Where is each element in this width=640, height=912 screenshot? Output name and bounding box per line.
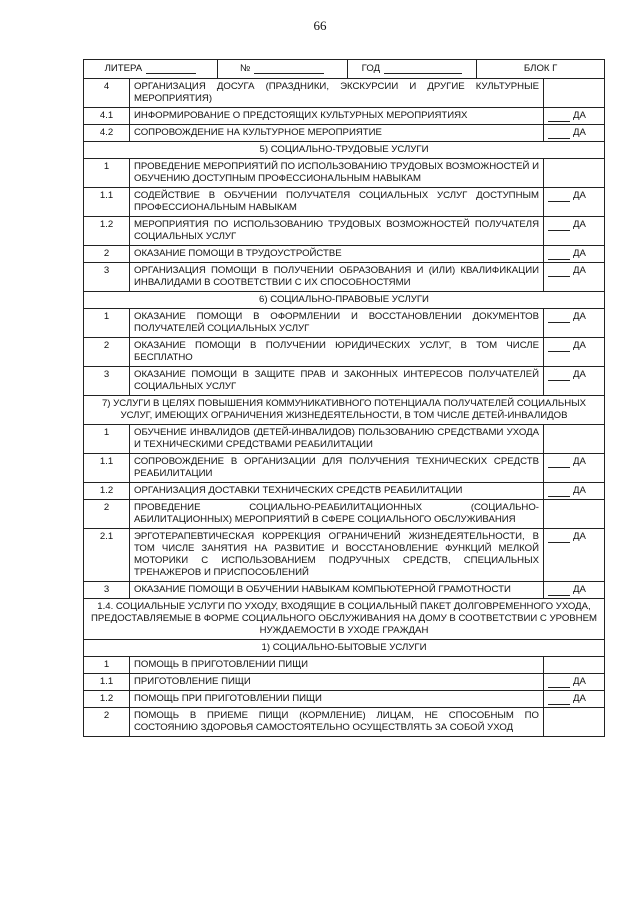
answer-blank[interactable]	[548, 457, 570, 468]
answer-blank[interactable]	[548, 694, 570, 705]
service-number: 1.1	[84, 674, 130, 691]
service-row	[84, 454, 605, 483]
yes-checkbox-cell[interactable]	[544, 691, 605, 708]
section-heading-row	[84, 640, 605, 657]
services-form-table	[83, 59, 605, 737]
yes-checkbox-cell[interactable]	[544, 108, 605, 125]
yes-checkbox-cell[interactable]	[544, 674, 605, 691]
yes-label: ДА	[573, 265, 586, 276]
yes-checkbox-cell	[544, 159, 605, 188]
section-heading: 5) СОЦИАЛЬНО-ТРУДОВЫЕ УСЛУГИ	[84, 142, 605, 159]
service-number: 1	[84, 657, 130, 674]
service-description: СОПРОВОЖДЕНИЕ В ОРГАНИЗАЦИИ ДЛЯ ПОЛУЧЕНИЯ ТЕХНИЧЕСКИХ СРЕДСТВ РЕАБИЛИТАЦИИ	[130, 454, 544, 483]
yes-checkbox-cell[interactable]	[544, 454, 605, 483]
yes-label: ДА	[573, 311, 586, 322]
service-description: ОРГАНИЗАЦИЯ ПОМОЩИ В ПОЛУЧЕНИИ ОБРАЗОВАНИЯ И (ИЛИ) КВАЛИФИКАЦИИ ИНВАЛИДАМИ В СООТВЕТСТВИИ С ИХ СПОСОБНОСТЯМИ	[130, 263, 544, 292]
yes-checkbox-cell[interactable]	[544, 309, 605, 338]
yes-label: ДА	[573, 531, 586, 542]
yes-label: ДА	[573, 485, 586, 496]
form-header-row	[84, 60, 605, 79]
number-blank[interactable]	[254, 64, 324, 74]
service-row	[84, 657, 605, 674]
yes-label: ДА	[573, 340, 586, 351]
page-number: 66	[313, 18, 327, 33]
service-row	[84, 582, 605, 599]
service-number: 1	[84, 309, 130, 338]
answer-blank[interactable]	[548, 585, 570, 596]
service-description: ПОМОЩЬ В ПРИГОТОВЛЕНИИ ПИЩИ	[130, 657, 544, 674]
number-label: №	[239, 63, 251, 74]
section-heading: 7) УСЛУГИ В ЦЕЛЯХ ПОВЫШЕНИЯ КОММУНИКАТИВНОГО ПОТЕНЦИАЛА ПОЛУЧАТЕЛЕЙ СОЦИАЛЬНЫХ УСЛУГ, ИМЕЮЩИХ ОГРАНИЧЕНИЯ ЖИЗНЕДЕЯТЕЛЬНОСТИ, В ТОМ ЧИСЛЕ ДЕТЕЙ-ИНВАЛИДОВ	[84, 396, 605, 425]
service-number: 4	[84, 79, 130, 108]
service-number: 2	[84, 500, 130, 529]
service-description: ЭРГОТЕРАПЕВТИЧЕСКАЯ КОРРЕКЦИЯ ОГРАНИЧЕНИЙ ЖИЗНЕДЕЯТЕЛЬНОСТИ, В ТОМ ЧИСЛЕ ЗАНЯТИЯ НА РАЗВИТИЕ И ВОССТАНОВЛЕНИЕ ФУНКЦИЙ МЕЛКОЙ МОТОРИКИ С ИСПОЛЬЗОВАНИЕМ ПОДРУЧНЫХ СРЕДСТВ, СПЕЦИАЛЬНЫХ ТРЕНАЖЕРОВ И ПРИСПОСОБЛЕНИЙ	[130, 529, 544, 582]
service-number: 3	[84, 582, 130, 599]
service-number: 2	[84, 246, 130, 263]
block-label: БЛОК Г	[523, 63, 558, 74]
answer-blank[interactable]	[548, 370, 570, 381]
service-number: 3	[84, 367, 130, 396]
yes-label: ДА	[573, 219, 586, 230]
service-row	[84, 79, 605, 108]
service-description: МЕРОПРИЯТИЯ ПО ИСПОЛЬЗОВАНИЮ ТРУДОВЫХ ВОЗМОЖНОСТЕЙ ПОЛУЧАТЕЛЯ СОЦИАЛЬНЫХ УСЛУГ	[130, 217, 544, 246]
service-description: ОКАЗАНИЕ ПОМОЩИ В ТРУДОУСТРОЙСТВЕ	[130, 246, 544, 263]
answer-blank[interactable]	[548, 111, 570, 122]
yes-checkbox-cell	[544, 708, 605, 737]
year-label: ГОД	[361, 63, 381, 74]
service-row	[84, 246, 605, 263]
yes-checkbox-cell	[544, 79, 605, 108]
year-blank[interactable]	[384, 64, 462, 74]
service-row	[84, 691, 605, 708]
number-field[interactable]	[218, 60, 348, 78]
service-description: ОРГАНИЗАЦИЯ ДОСУГА (ПРАЗДНИКИ, ЭКСКУРСИИ И ДРУГИЕ КУЛЬТУРНЫЕ МЕРОПРИЯТИЯ)	[130, 79, 544, 108]
year-field[interactable]	[348, 60, 478, 78]
service-number: 1.1	[84, 454, 130, 483]
yes-checkbox-cell[interactable]	[544, 188, 605, 217]
service-row	[84, 338, 605, 367]
service-description: ПРОВЕДЕНИЕ СОЦИАЛЬНО-РЕАБИЛИТАЦИОННЫХ (СОЦИАЛЬНО-АБИЛИТАЦИОННЫХ) МЕРОПРИЯТИЙ В СФЕРЕ СОЦИАЛЬНОГО ОБСЛУЖИВАНИЯ	[130, 500, 544, 529]
yes-label: ДА	[573, 110, 586, 121]
service-row	[84, 217, 605, 246]
service-number: 3	[84, 263, 130, 292]
service-description: СОДЕЙСТВИЕ В ОБУЧЕНИИ ПОЛУЧАТЕЛЯ СОЦИАЛЬНЫХ УСЛУГ ДОСТУПНЫМ ПРОФЕССИОНАЛЬНЫМ НАВЫКАМ	[130, 188, 544, 217]
section-heading: 1.4. СОЦИАЛЬНЫЕ УСЛУГИ ПО УХОДУ, ВХОДЯЩИЕ В СОЦИАЛЬНЫЙ ПАКЕТ ДОЛГОВРЕМЕННОГО УХОДА, ПРЕДОСТАВЛЯЕМЫЕ В ФОРМЕ СОЦИАЛЬНОГО ОБСЛУЖИВАНИЯ НА ДОМУ В СООТВЕТСТВИИ С УРОВНЕМ НУЖДАЕМОСТИ В УХОДЕ ГРАЖДАН	[84, 599, 605, 640]
answer-blank[interactable]	[548, 486, 570, 497]
answer-blank[interactable]	[548, 341, 570, 352]
service-number: 1.2	[84, 483, 130, 500]
service-description: ОБУЧЕНИЕ ИНВАЛИДОВ (ДЕТЕЙ-ИНВАЛИДОВ) ПОЛЬЗОВАНИЮ СРЕДСТВАМИ УХОДА И ТЕХНИЧЕСКИМИ СРЕДСТВАМИ РЕАБИЛИТАЦИИ	[130, 425, 544, 454]
service-number: 1.1	[84, 188, 130, 217]
service-description: ПРИГОТОВЛЕНИЕ ПИЩИ	[130, 674, 544, 691]
answer-blank[interactable]	[548, 128, 570, 139]
answer-blank[interactable]	[548, 312, 570, 323]
service-number: 2	[84, 338, 130, 367]
yes-label: ДА	[573, 693, 586, 704]
section-heading: 6) СОЦИАЛЬНО-ПРАВОВЫЕ УСЛУГИ	[84, 292, 605, 309]
service-number: 2	[84, 708, 130, 737]
service-description: ПОМОЩЬ ПРИ ПРИГОТОВЛЕНИИ ПИЩИ	[130, 691, 544, 708]
answer-blank[interactable]	[548, 191, 570, 202]
yes-checkbox-cell	[544, 500, 605, 529]
yes-checkbox-cell[interactable]	[544, 582, 605, 599]
service-row	[84, 500, 605, 529]
service-row	[84, 425, 605, 454]
service-row	[84, 483, 605, 500]
service-description: ПОМОЩЬ В ПРИЕМЕ ПИЩИ (КОРМЛЕНИЕ) ЛИЦАМ, НЕ СПОСОБНЫМ ПО СОСТОЯНИЮ ЗДОРОВЬЯ САМОСТОЯТЕЛЬНО ОСУЩЕСТВЛЯТЬ ЗА СОБОЙ УХОД	[130, 708, 544, 737]
answer-blank[interactable]	[548, 677, 570, 688]
service-description: СОПРОВОЖДЕНИЕ НА КУЛЬТУРНОЕ МЕРОПРИЯТИЕ	[130, 125, 544, 142]
litera-field[interactable]	[84, 60, 218, 78]
service-description: ОКАЗАНИЕ ПОМОЩИ В ОБУЧЕНИИ НАВЫКАМ КОМПЬЮТЕРНОЙ ГРАМОТНОСТИ	[130, 582, 544, 599]
yes-checkbox-cell	[544, 425, 605, 454]
service-row	[84, 188, 605, 217]
service-number: 4.1	[84, 108, 130, 125]
section-heading-row	[84, 599, 605, 640]
yes-label: ДА	[573, 369, 586, 380]
service-description: ПРОВЕДЕНИЕ МЕРОПРИЯТИЙ ПО ИСПОЛЬЗОВАНИЮ ТРУДОВЫХ ВОЗМОЖНОСТЕЙ И ОБУЧЕНИЮ ДОСТУПНЫМ ПРОФЕССИОНАЛЬНЫМ НАВЫКАМ	[130, 159, 544, 188]
yes-checkbox-cell	[544, 657, 605, 674]
service-row	[84, 159, 605, 188]
service-description: ОКАЗАНИЕ ПОМОЩИ В ОФОРМЛЕНИИ И ВОССТАНОВЛЕНИИ ДОКУМЕНТОВ ПОЛУЧАТЕЛЕЙ СОЦИАЛЬНЫХ УСЛУГ	[130, 309, 544, 338]
service-row	[84, 708, 605, 737]
litera-blank[interactable]	[146, 64, 196, 74]
service-number: 2.1	[84, 529, 130, 582]
yes-checkbox-cell[interactable]	[544, 529, 605, 582]
yes-checkbox-cell[interactable]	[544, 367, 605, 396]
yes-checkbox-cell[interactable]	[544, 263, 605, 292]
service-description: ОРГАНИЗАЦИЯ ДОСТАВКИ ТЕХНИЧЕСКИХ СРЕДСТВ РЕАБИЛИТАЦИИ	[130, 483, 544, 500]
service-row	[84, 674, 605, 691]
yes-checkbox-cell[interactable]	[544, 125, 605, 142]
service-number: 1	[84, 425, 130, 454]
answer-blank[interactable]	[548, 249, 570, 260]
service-description: ОКАЗАНИЕ ПОМОЩИ В ЗАЩИТЕ ПРАВ И ЗАКОННЫХ ИНТЕРЕСОВ ПОЛУЧАТЕЛЕЙ СОЦИАЛЬНЫХ УСЛУГ	[130, 367, 544, 396]
section-heading-row	[84, 142, 605, 159]
service-row	[84, 263, 605, 292]
service-number: 1.2	[84, 691, 130, 708]
yes-label: ДА	[573, 190, 586, 201]
yes-label: ДА	[573, 456, 586, 467]
yes-checkbox-cell[interactable]	[544, 483, 605, 500]
section-heading-row	[84, 396, 605, 425]
answer-blank[interactable]	[548, 220, 570, 231]
yes-label: ДА	[573, 248, 586, 259]
service-description: ИНФОРМИРОВАНИЕ О ПРЕДСТОЯЩИХ КУЛЬТУРНЫХ МЕРОПРИЯТИЯХ	[130, 108, 544, 125]
section-heading-row	[84, 292, 605, 309]
yes-checkbox-cell[interactable]	[544, 217, 605, 246]
yes-label: ДА	[573, 584, 586, 595]
service-row	[84, 309, 605, 338]
service-row	[84, 367, 605, 396]
service-row	[84, 108, 605, 125]
section-heading: 1) СОЦИАЛЬНО-БЫТОВЫЕ УСЛУГИ	[84, 640, 605, 657]
answer-blank[interactable]	[548, 532, 570, 543]
service-row	[84, 125, 605, 142]
service-number: 1	[84, 159, 130, 188]
service-row	[84, 529, 605, 582]
answer-blank[interactable]	[548, 266, 570, 277]
yes-checkbox-cell[interactable]	[544, 338, 605, 367]
yes-label: ДА	[573, 127, 586, 138]
litera-label: ЛИТЕРА	[104, 63, 143, 74]
service-number: 4.2	[84, 125, 130, 142]
service-number: 1.2	[84, 217, 130, 246]
yes-label: ДА	[573, 676, 586, 687]
yes-checkbox-cell[interactable]	[544, 246, 605, 263]
service-description: ОКАЗАНИЕ ПОМОЩИ В ПОЛУЧЕНИИ ЮРИДИЧЕСКИХ УСЛУГ, В ТОМ ЧИСЛЕ БЕСПЛАТНО	[130, 338, 544, 367]
